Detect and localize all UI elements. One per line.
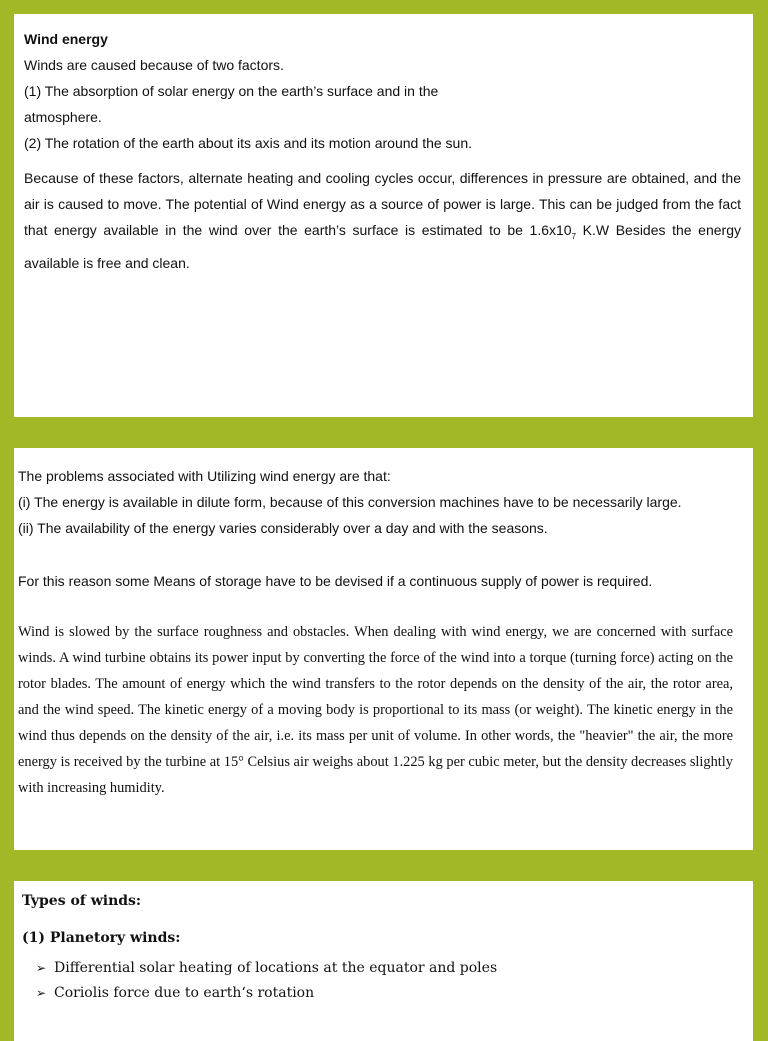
list-item-text: Differential solar heating of locations at the equator and poles bbox=[54, 960, 498, 976]
spacer bbox=[18, 594, 733, 619]
text-line: (2) The rotation of the earth about its axis and its motion around the sun. bbox=[24, 135, 473, 151]
text-line: Winds are caused because of two factors. bbox=[24, 57, 284, 73]
exponent-subscript: 7 bbox=[571, 231, 577, 241]
problems-intro-line: The problems associated with Utilizing wind energy are that: bbox=[18, 468, 391, 484]
list-item bbox=[36, 956, 741, 981]
list-item-text: Coriolis force due to earth‘s rotation bbox=[54, 985, 315, 1001]
section-heading-wind-energy: Wind energy bbox=[24, 31, 108, 47]
text-line: (1) The absorption of solar energy on the earth’s surface and in the bbox=[24, 83, 439, 99]
document-page-3 bbox=[14, 881, 753, 1041]
spacer bbox=[24, 156, 741, 165]
types-of-winds-heading: Types of winds: bbox=[22, 893, 142, 909]
document-page-2 bbox=[14, 448, 753, 850]
wind-potential-paragraph bbox=[24, 165, 741, 276]
document-page-1 bbox=[14, 14, 753, 417]
planetory-winds-subheading: (1) Planetory winds: bbox=[22, 930, 181, 946]
problem-item: (i) The energy is available in dilute form, because of this conversion machines have to be necessarily large. bbox=[18, 494, 682, 510]
storage-line: For this reason some Means of storage have to be devised if a continuous supply of power is required. bbox=[18, 573, 653, 589]
wind-turbine-paragraph: Wind is slowed by the surface roughness and obstacles. When dealing with wind energy, we are concerned with surface winds. A wind turbine obtains its power input by converting the force of the wind into a torque (turning force) acting on the rotor blades. The amount of energy which the wind transfers to the rotor depends on the density of the air, the rotor area, and the wind speed. The kinetic energy of a moving body is proportional to its mass (or weight). The kinetic energy in the wind thus depends on the density of the air, i.e. its mass per unit of volume. In other words, the "heavier" the air, the more energy is received by the turbine at 15° Celsius air weighs about 1.225 kg per cubic meter, but the density decreases slightly with increasing humidity. bbox=[18, 624, 733, 796]
arrow-bullet-icon: ➢ bbox=[36, 986, 47, 1000]
problem-item: (ii) The availability of the energy varies considerably over a day and with the seasons. bbox=[18, 520, 548, 536]
planetory-winds-list bbox=[22, 956, 741, 1006]
paragraph-text: Because of these factors, alternate heating and cooling cycles occur, differences in pressure are obtained, and the air is caused to move. The potential of Wind energy as a source of power is large. This can be judged from the fact that energy available in the wind over the earth’s surface is estimated to be 1.6x10 bbox=[24, 170, 741, 238]
arrow-bullet-icon: ➢ bbox=[36, 961, 47, 975]
list-item bbox=[36, 981, 741, 1006]
text-line: atmosphere. bbox=[24, 109, 102, 125]
paragraph-text: K.W Besides the energy available is free and clean. bbox=[24, 222, 741, 271]
spacer bbox=[18, 541, 733, 568]
